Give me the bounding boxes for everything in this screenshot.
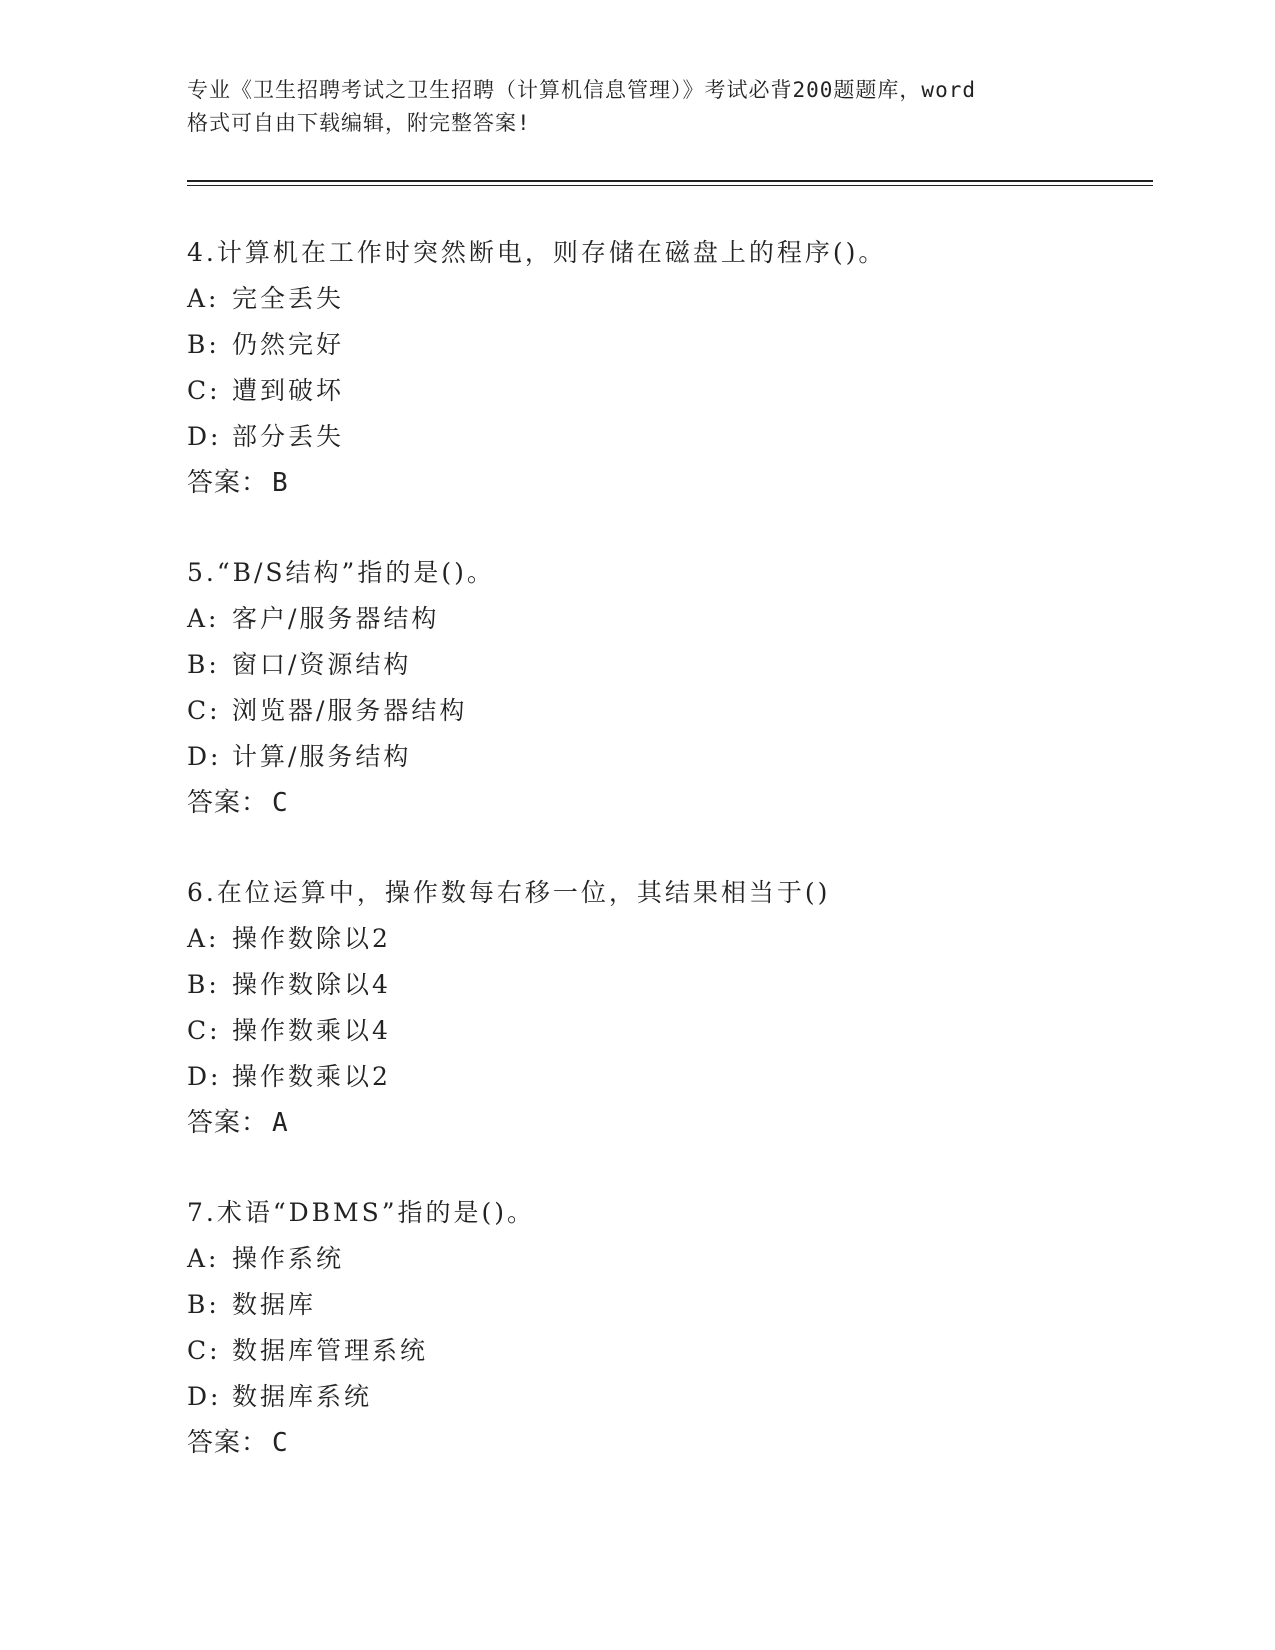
option-text: 计算/服务结构 [232, 742, 412, 771]
answer-line [187, 1420, 1147, 1466]
option-letter: A: [187, 1244, 220, 1273]
option-text: 遭到破坏 [232, 376, 345, 405]
question-stem: 6.在位运算中，操作数每右移一位，其结果相当于() [187, 878, 831, 907]
option-text: 数据库 [232, 1290, 317, 1319]
option-text: 操作数乘以4 [232, 1016, 391, 1045]
option-letter: D: [187, 1062, 222, 1091]
option-c [187, 1328, 1147, 1374]
option-letter: B: [187, 1290, 220, 1319]
document-header [187, 74, 1107, 140]
option-letter: B: [187, 650, 220, 679]
header-divider-thick [187, 180, 1153, 182]
option-c [187, 1008, 1147, 1054]
answer-label: 答案： [187, 788, 269, 818]
option-letter: A: [187, 924, 220, 953]
answer-label: 答案： [187, 468, 269, 498]
question-stem: 7.术语“DBMS”指的是()。 [187, 1198, 536, 1227]
answer-label: 答案： [187, 1428, 269, 1458]
question-7 [187, 1190, 1147, 1466]
option-a [187, 596, 1147, 642]
answer-value: C [272, 788, 289, 818]
answer-value: B [272, 468, 289, 498]
option-letter: D: [187, 422, 222, 451]
option-letter: B: [187, 970, 220, 999]
option-text: 操作数除以4 [232, 970, 391, 999]
answer-line [187, 1100, 1147, 1146]
option-letter: C: [187, 1336, 221, 1365]
option-letter: A: [187, 604, 220, 633]
option-c [187, 368, 1147, 414]
header-line-2: 格式可自由下载编辑，附完整答案! [187, 111, 531, 135]
option-text: 操作数除以2 [232, 924, 391, 953]
question-stem: 5.“B/S结构”指的是()。 [187, 558, 495, 587]
option-letter: C: [187, 376, 221, 405]
header-line-1: 专业《卫生招聘考试之卫生招聘（计算机信息管理）》考试必背200题题库，word [187, 78, 976, 102]
option-text: 数据库系统 [232, 1382, 373, 1411]
option-a [187, 916, 1147, 962]
answer-line [187, 460, 1147, 506]
option-letter: D: [187, 1382, 222, 1411]
option-b [187, 642, 1147, 688]
option-text: 操作系统 [232, 1244, 345, 1273]
option-text: 部分丢失 [232, 422, 345, 451]
option-text: 客户/服务器结构 [232, 604, 440, 633]
option-b [187, 962, 1147, 1008]
option-a [187, 276, 1147, 322]
answer-line [187, 780, 1147, 826]
answer-value: A [272, 1108, 289, 1138]
option-d [187, 414, 1147, 460]
header-divider-thin [187, 185, 1153, 186]
answer-value: C [272, 1428, 289, 1458]
option-text: 窗口/资源结构 [232, 650, 412, 679]
question-5 [187, 550, 1147, 826]
question-4 [187, 230, 1147, 506]
option-b [187, 1282, 1147, 1328]
answer-label: 答案： [187, 1108, 269, 1138]
option-letter: C: [187, 1016, 221, 1045]
option-b [187, 322, 1147, 368]
option-d [187, 1374, 1147, 1420]
option-letter: B: [187, 330, 220, 359]
option-d [187, 734, 1147, 780]
option-letter: D: [187, 742, 222, 771]
option-text: 操作数乘以2 [232, 1062, 391, 1091]
option-letter: A: [187, 284, 220, 313]
option-letter: C: [187, 696, 221, 725]
option-text: 浏览器/服务器结构 [232, 696, 468, 725]
option-c [187, 688, 1147, 734]
question-stem: 4.计算机在工作时突然断电，则存储在磁盘上的程序()。 [187, 238, 887, 267]
option-text: 数据库管理系统 [232, 1336, 429, 1365]
option-text: 完全丢失 [232, 284, 345, 313]
question-6 [187, 870, 1147, 1146]
option-a [187, 1236, 1147, 1282]
option-d [187, 1054, 1147, 1100]
option-text: 仍然完好 [232, 330, 345, 359]
